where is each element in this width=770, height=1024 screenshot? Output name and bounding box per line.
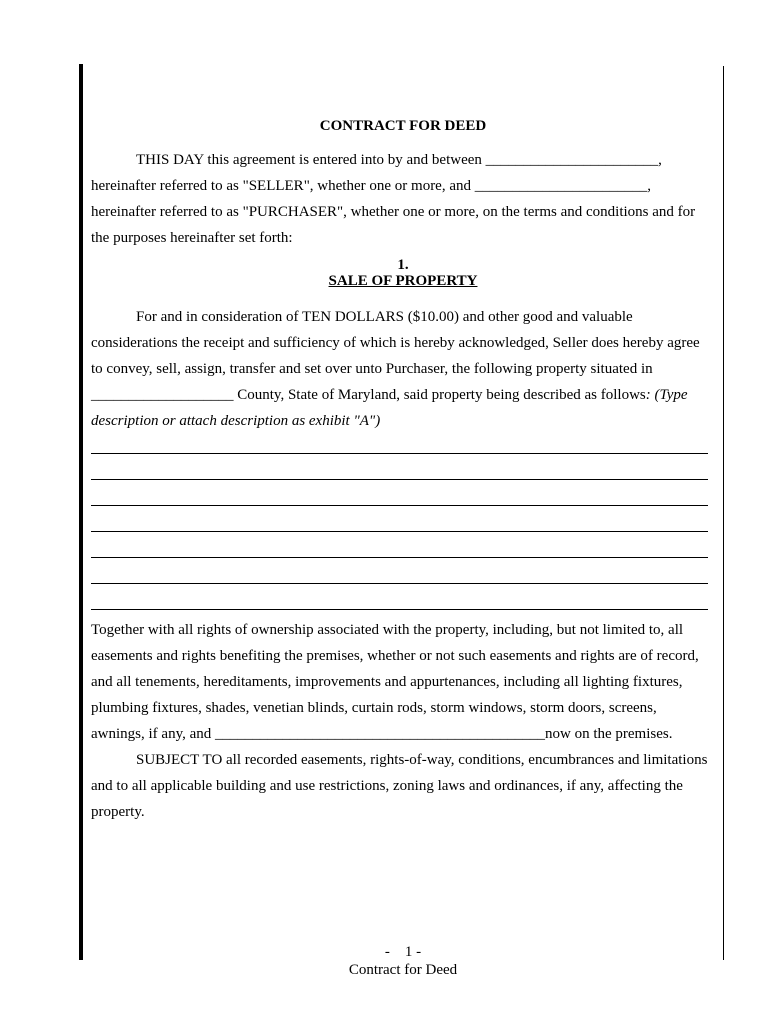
intro-line-2: hereinafter referred to as "SELLER", whether one or more, and _______________________, [91, 178, 652, 194]
description-blank-line [91, 557, 708, 558]
rights-line-3: and all tenements, hereditaments, improvements and appurtenances, including all lighting fixtures, [91, 674, 683, 690]
description-blank-line [91, 531, 708, 532]
section-heading-text: SALE OF PROPERTY [328, 273, 478, 289]
property-line-4-text: ___________________ County, State of Maryland, said property being described as follows [91, 387, 646, 403]
property-line-3: to convey, sell, assign, transfer and set over unto Purchaser, the following property situated in [91, 361, 653, 377]
subject-line-3: property. [91, 804, 145, 820]
footer-label: Contract for Deed [348, 962, 458, 978]
intro-line-4: the purposes hereinafter set forth: [91, 230, 293, 246]
rights-line-5: awnings, if any, and ____________________________________________now on the premises. [91, 726, 673, 742]
page-number: - 1 - [384, 944, 422, 960]
description-blank-line [91, 505, 708, 506]
rights-line-1: Together with all rights of ownership associated with the property, including, but not limited to, all [91, 622, 684, 638]
description-blank-line [91, 609, 708, 610]
description-blank-line [91, 583, 708, 584]
property-line-4 [91, 387, 688, 404]
right-margin-line [723, 66, 724, 960]
rights-line-4: plumbing fixtures, shades, venetian blinds, curtain rods, storm windows, storm doors, screens, [91, 700, 657, 716]
left-margin-bar [79, 64, 83, 960]
intro-line-3: hereinafter referred to as "PURCHASER", whether one or more, on the terms and conditions and for [91, 204, 696, 220]
property-line-1: For and in consideration of TEN DOLLARS ($10.00) and other good and valuable [136, 309, 633, 325]
section-number: 1. [397, 257, 409, 273]
rights-line-2: easements and rights benefiting the premises, whether or not such easements and rights are of record, [91, 648, 699, 664]
intro-line-1: THIS DAY this agreement is entered into by and between _______________________, [136, 152, 662, 168]
document-title: CONTRACT FOR DEED [319, 118, 487, 134]
description-blank-line [91, 479, 708, 480]
property-line-4-italic: : (Type [645, 387, 688, 403]
property-line-2: considerations the receipt and sufficiency of which is hereby acknowledged, Seller does hereby agree [91, 335, 700, 351]
subject-line-1: SUBJECT TO all recorded easements, rights-of-way, conditions, encumbrances and limitations [136, 752, 708, 768]
subject-line-2: and to all applicable building and use restrictions, zoning laws and ordinances, if any, affecting the [91, 778, 683, 794]
property-line-5: description or attach description as exhibit "A") [91, 413, 381, 429]
section-heading [0, 273, 770, 290]
description-blank-line [91, 453, 708, 454]
